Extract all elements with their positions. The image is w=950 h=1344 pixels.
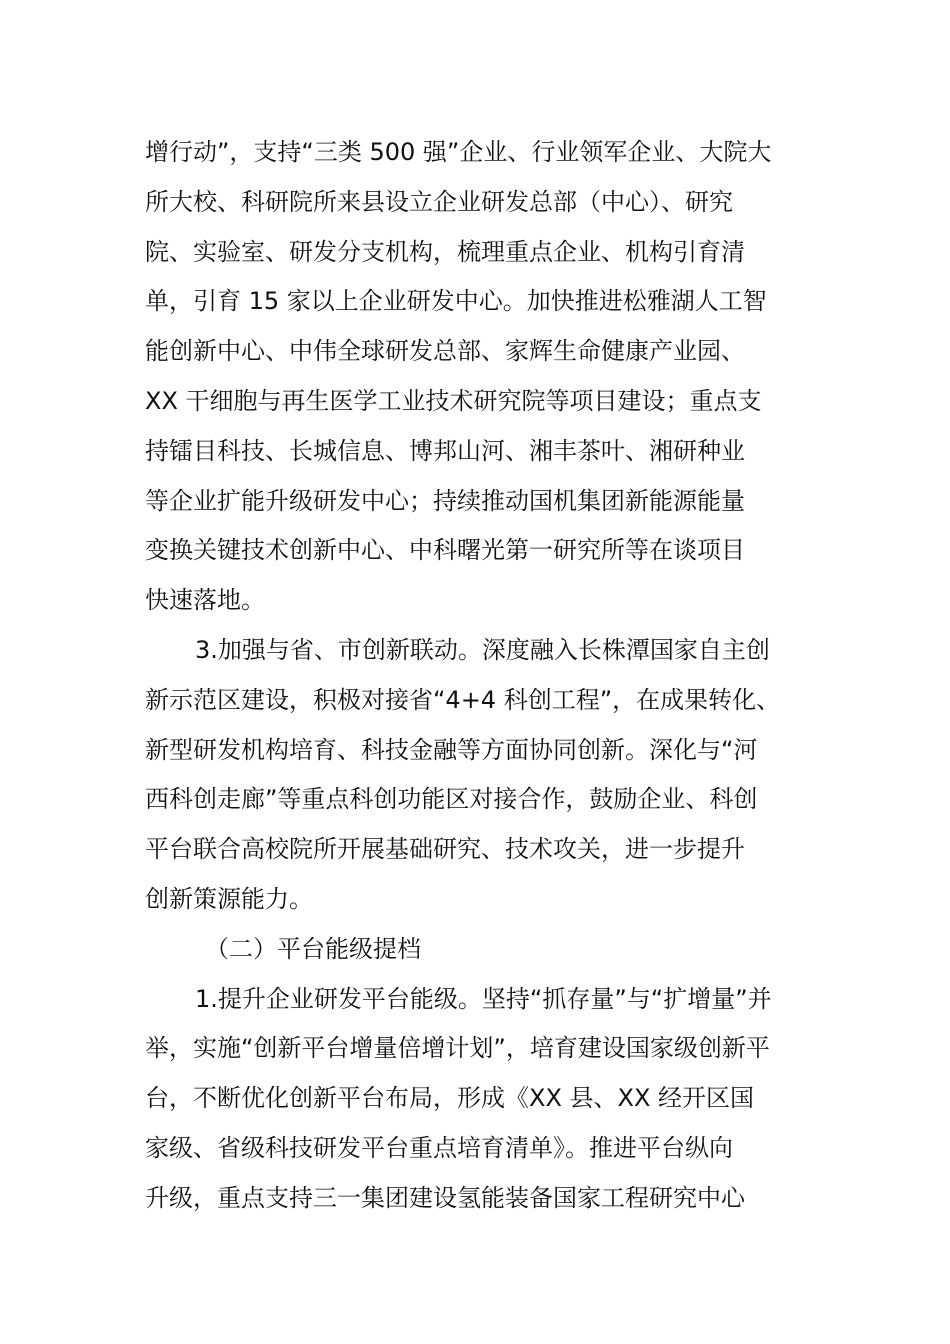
paragraph-line: 新示范区建设，积极对接省“4+4 科创工程”，在成果转化、 xyxy=(145,685,781,714)
paragraph-line: 单，引育 15 家以上企业研发中心。加快推进松雅湖人工智 xyxy=(145,287,767,316)
paragraph-line: 3.加强与省、市创新联动。深度融入长株潭国家自主创 xyxy=(195,635,770,664)
paragraph-line: 台，不断优化创新平台布局，形成《XX 县、XX 经开区国 xyxy=(145,1084,755,1113)
paragraph-line: 升级，重点支持三一集团建设氢能装备国家工程研究中心 xyxy=(145,1183,745,1212)
paragraph-line: 所大校、科研院所来县设立企业研发总部（中心）、研究 xyxy=(145,187,733,216)
paragraph-line: 平台联合高校院所开展基础研究、技术攻关，进一步提升 xyxy=(145,835,745,864)
paragraph-line: 新型研发机构培育、科技金融等方面协同创新。深化与“河 xyxy=(145,735,758,764)
section-heading: （二）平台能级提档 xyxy=(205,934,421,963)
paragraph-line: 快速落地。 xyxy=(145,586,265,615)
paragraph-line: 持镭目科技、长城信息、博邦山河、湘丰茶叶、湘研种业 xyxy=(145,436,745,465)
paragraph-line: XX 干细胞与再生医学工业技术研究院等项目建设；重点支 xyxy=(145,386,762,415)
paragraph-line: 能创新中心、中伟全球研发总部、家辉生命健康产业园、 xyxy=(145,337,745,366)
paragraph-line: 等企业扩能升级研发中心；持续推动国机集团新能源能量 xyxy=(145,486,745,515)
document-body xyxy=(145,128,845,1224)
paragraph-line: 西科创走廊”等重点科创功能区对接合作，鼓励企业、科创 xyxy=(145,785,758,814)
paragraph-line: 1.提升企业研发平台能级。坚持“抓存量”与“扩增量”并 xyxy=(195,984,772,1013)
paragraph-line: 举，实施“创新平台增量倍增计划”，培育建设国家级创新平 xyxy=(145,1034,770,1063)
paragraph-line: 创新策源能力。 xyxy=(145,884,313,913)
paragraph-line: 院、实验室、研发分支机构，梳理重点企业、机构引育清 xyxy=(145,237,745,266)
paragraph-line: 增行动”，支持“三类 500 强”企业、行业领军企业、大院大 xyxy=(145,138,772,166)
paragraph-line: 变换关键技术创新中心、中科曙光第一研究所等在谈项目 xyxy=(145,536,745,565)
paragraph-line: 家级、省级科技研发平台重点培育清单》。推进平台纵向 xyxy=(145,1133,733,1162)
